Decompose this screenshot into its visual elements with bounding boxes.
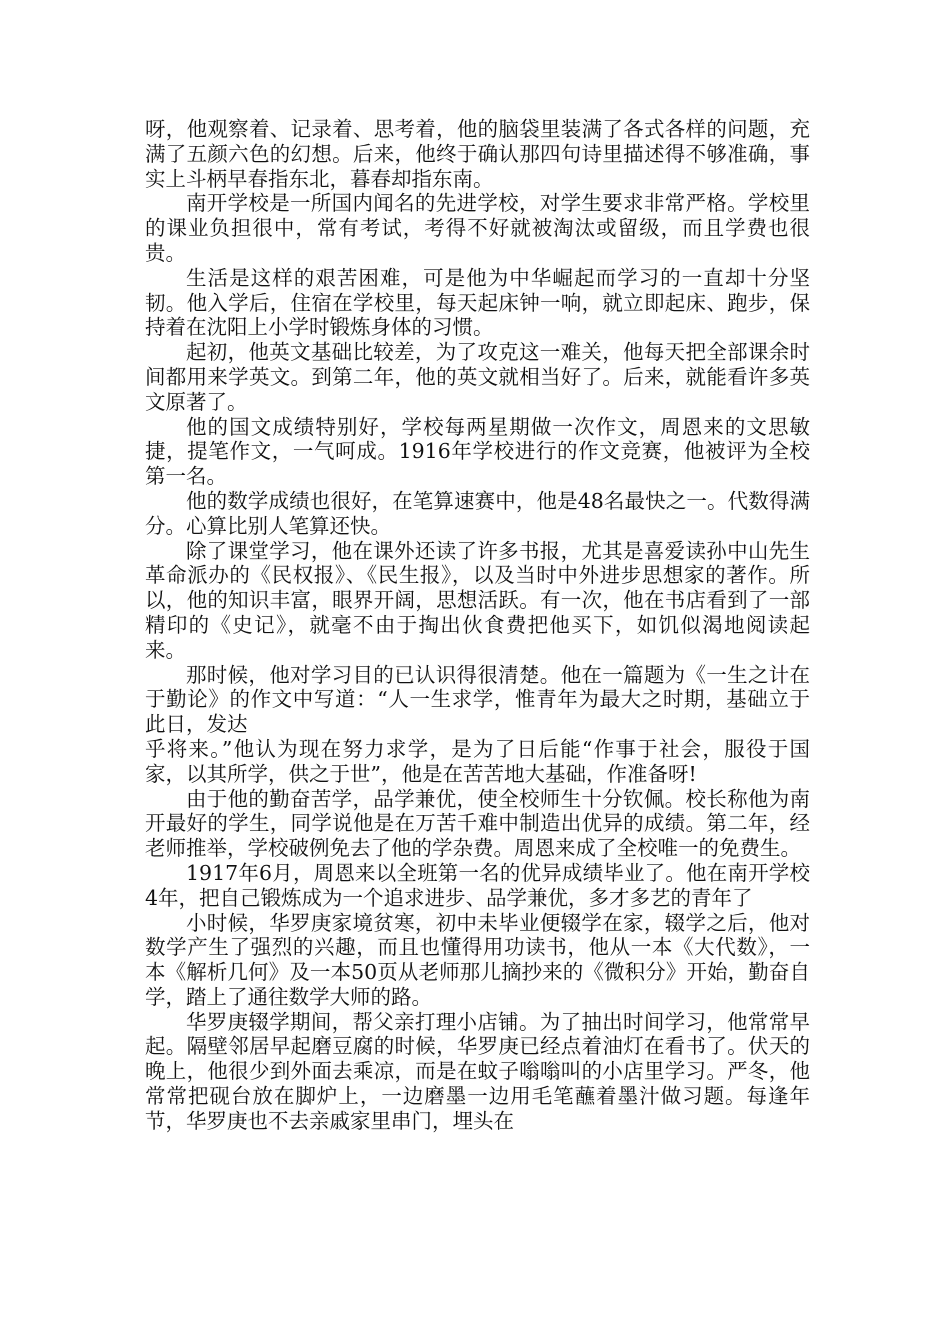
paragraph: 起初，他英文基础比较差，为了攻克这一难关，他每天把全部课余时间都用来学英文。到第二年，他的英文就相当好了。后来，就能看许多英文原著了。 (145, 340, 810, 414)
paragraph: 南开学校是一所国内闻名的先进学校，对学生要求非常严格。学校里的课业负担很中，常有考试，考得不好就被淘汰或留级，而且学费也很贵。 (145, 191, 810, 265)
paragraph: 华罗庚辍学期间，帮父亲打理小店铺。为了抽出时间学习，他常常早起。隔壁邻居早起磨豆腐的时候，华罗庚已经点着油灯在看书了。伏天的晚上，他很少到外面去乘凉，而是在蚊子嗡嗡叫的小店里学习。严冬，他常常把砚台放在脚炉上，一边磨墨一边用毛笔蘸着墨汁做习题。每逢年节，华罗庚也不去亲戚家里串门，埋头在 (145, 1009, 810, 1133)
paragraph: 他的数学成绩也很好，在笔算速赛中，他是48名最快之一。代数得满分。心算比别人笔算还快。 (145, 488, 810, 538)
document-body (145, 117, 810, 1134)
paragraph: 小时候，华罗庚家境贫寒，初中未毕业便辍学在家，辍学之后，他对数学产生了强烈的兴趣，而且也懂得用功读书，他从一本《大代数》，一本《解析几何》及一本50页从老师那儿摘抄来的《微积分》开始，勤奋自学，踏上了通往数学大师的路。 (145, 910, 810, 1009)
paragraph: 他的国文成绩特别好，学校每两星期做一次作文，周恩来的文思敏捷，提笔作文，一气呵成。1916年学校进行的作文竞赛，他被评为全校第一名。 (145, 414, 810, 489)
paragraph: 由于他的勤奋苦学，品学兼优，使全校师生十分钦佩。校长称他为南开最好的学生，同学说他是在万苦千难中制造出优异的成绩。第二年，经老师推举，学校破例免去了他的学杂费。周恩来成了全校唯一的免费生。 (145, 786, 810, 861)
paragraph: 那时候，他对学习目的已认识得很清楚。他在一篇题为《一生之计在于勤论》的作文中写道：“人一生求学，惟青年为最大之时期，基础立于此日，发达 乎将来。”他认为现在努力求学，是为了日后能“作事于社会，服役于国家，以其所学，供之于世”，他是在苦苦地大基础，作准备呀! (145, 662, 810, 786)
paragraph: 1917年6月，周恩来以全班第一名的优异成绩毕业了。他在南开学校4年，把自己锻炼成为一个追求进步、品学兼优，多才多艺的青年了 (145, 860, 810, 910)
paragraph: 除了课堂学习，他在课外还读了许多书报，尤其是喜爱读孙中山先生革命派办的《民权报》、《民生报》，以及当时中外进步思想家的著作。所以，他的知识丰富，眼界开阔，思想活跃。有一次，他在书店看到了一部精印的《史记》，就毫不由于掏出伙食费把他买下，如饥似渴地阅读起来。 (145, 538, 810, 662)
paragraph: 生活是这样的艰苦困难，可是他为中华崛起而学习的一直却十分坚韧。他入学后，住宿在学校里，每天起床钟一响，就立即起床、跑步，保持着在沈阳上小学时锻炼身体的习惯。 (145, 265, 810, 340)
paragraph: 呀，他观察着、记录着、思考着，他的脑袋里装满了各式各样的问题，充满了五颜六色的幻想。后来，他终于确认那四句诗里描述得不够准确，事实上斗柄早春指东北，暮春却指东南。 (145, 117, 810, 191)
